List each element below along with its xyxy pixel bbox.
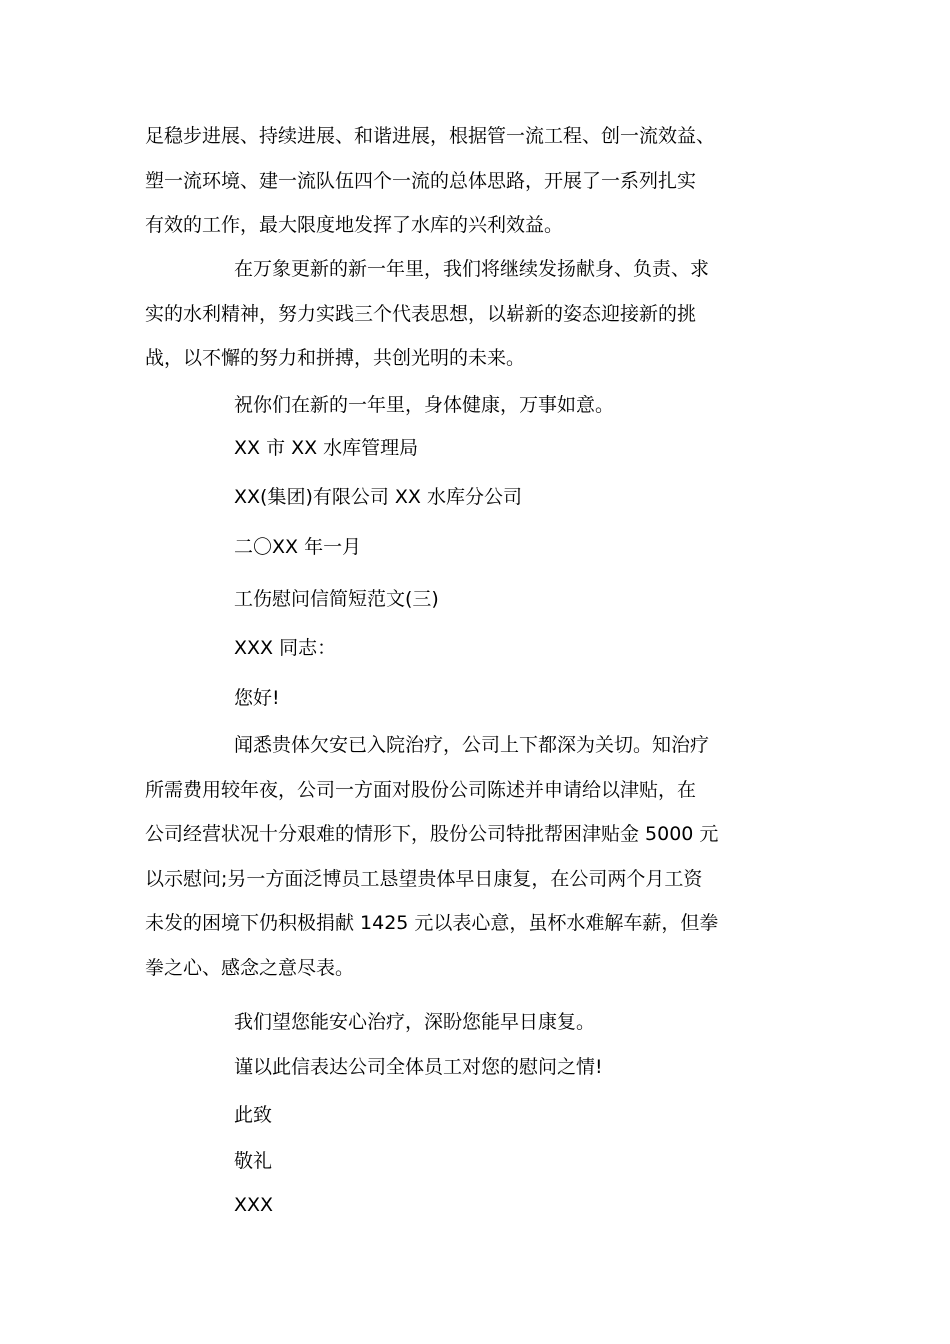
wishes-line: 祝你们在新的一年里，身体健康，万事如意。 <box>234 394 615 416</box>
paragraph-new-year <box>145 247 835 381</box>
paragraph-progress <box>145 114 835 248</box>
signature: XXX <box>234 1194 274 1216</box>
text-line: 战，以不懈的努力和拼搏，共创光明的未来。 <box>145 347 526 369</box>
text-line: 未发的困境下仍积极捐献 1425 元以表心意，虽杯水难解车薪，但拳 <box>145 912 719 934</box>
text-line: 以示慰问;另一方面泛博员工恳望贵体早日康复，在公司两个月工资 <box>145 867 703 890</box>
organization-line-2: XX(集团)有限公司 XX 水库分公司 <box>234 486 522 508</box>
text-line: 所需费用较年夜，公司一方面对股份公司陈述并申请给以津贴，在 <box>145 778 697 801</box>
text-line: 有效的工作，最大限度地发挥了水库的兴利效益。 <box>145 214 564 236</box>
date-line: 二〇XX 年一月 <box>234 536 362 558</box>
greeting: 您好! <box>234 687 280 709</box>
salutation: XXX 同志： <box>234 637 337 659</box>
text-line: 足稳步进展、持续进展、和谐进展，根据管一流工程、创一流效益、 <box>145 125 716 147</box>
text-line: 在万象更新的新一年里，我们将继续发扬献身、负责、求 <box>234 258 710 280</box>
section-title: 工伤慰问信简短范文(三) <box>234 588 439 610</box>
paragraph-condolence <box>145 723 835 990</box>
text-line: 闻悉贵体欠安已入院治疗，公司上下都深为关切。知治疗 <box>234 734 710 756</box>
closing-line-1: 此致 <box>234 1104 273 1126</box>
closing-line-2: 敬礼 <box>234 1150 273 1172</box>
text-line: 公司经营状况十分艰难的情形下，股份公司特批帮困津贴金 5000 元 <box>145 823 719 845</box>
text-line: 塑一流环境、建一流队伍四个一流的总体思路，开展了一系列扎实 <box>145 169 697 192</box>
hope-line: 我们望您能安心治疗，深盼您能早日康复。 <box>234 1011 596 1033</box>
organization-line-1: XX 市 XX 水库管理局 <box>234 437 419 459</box>
text-line: 实的水利精神，努力实践三个代表思想，以崭新的姿态迎接新的挑 <box>145 302 697 325</box>
text-line: 拳之心、感念之意尽表。 <box>145 956 355 979</box>
regards-line: 谨以此信表达公司全体员工对您的慰问之情! <box>234 1056 603 1078</box>
